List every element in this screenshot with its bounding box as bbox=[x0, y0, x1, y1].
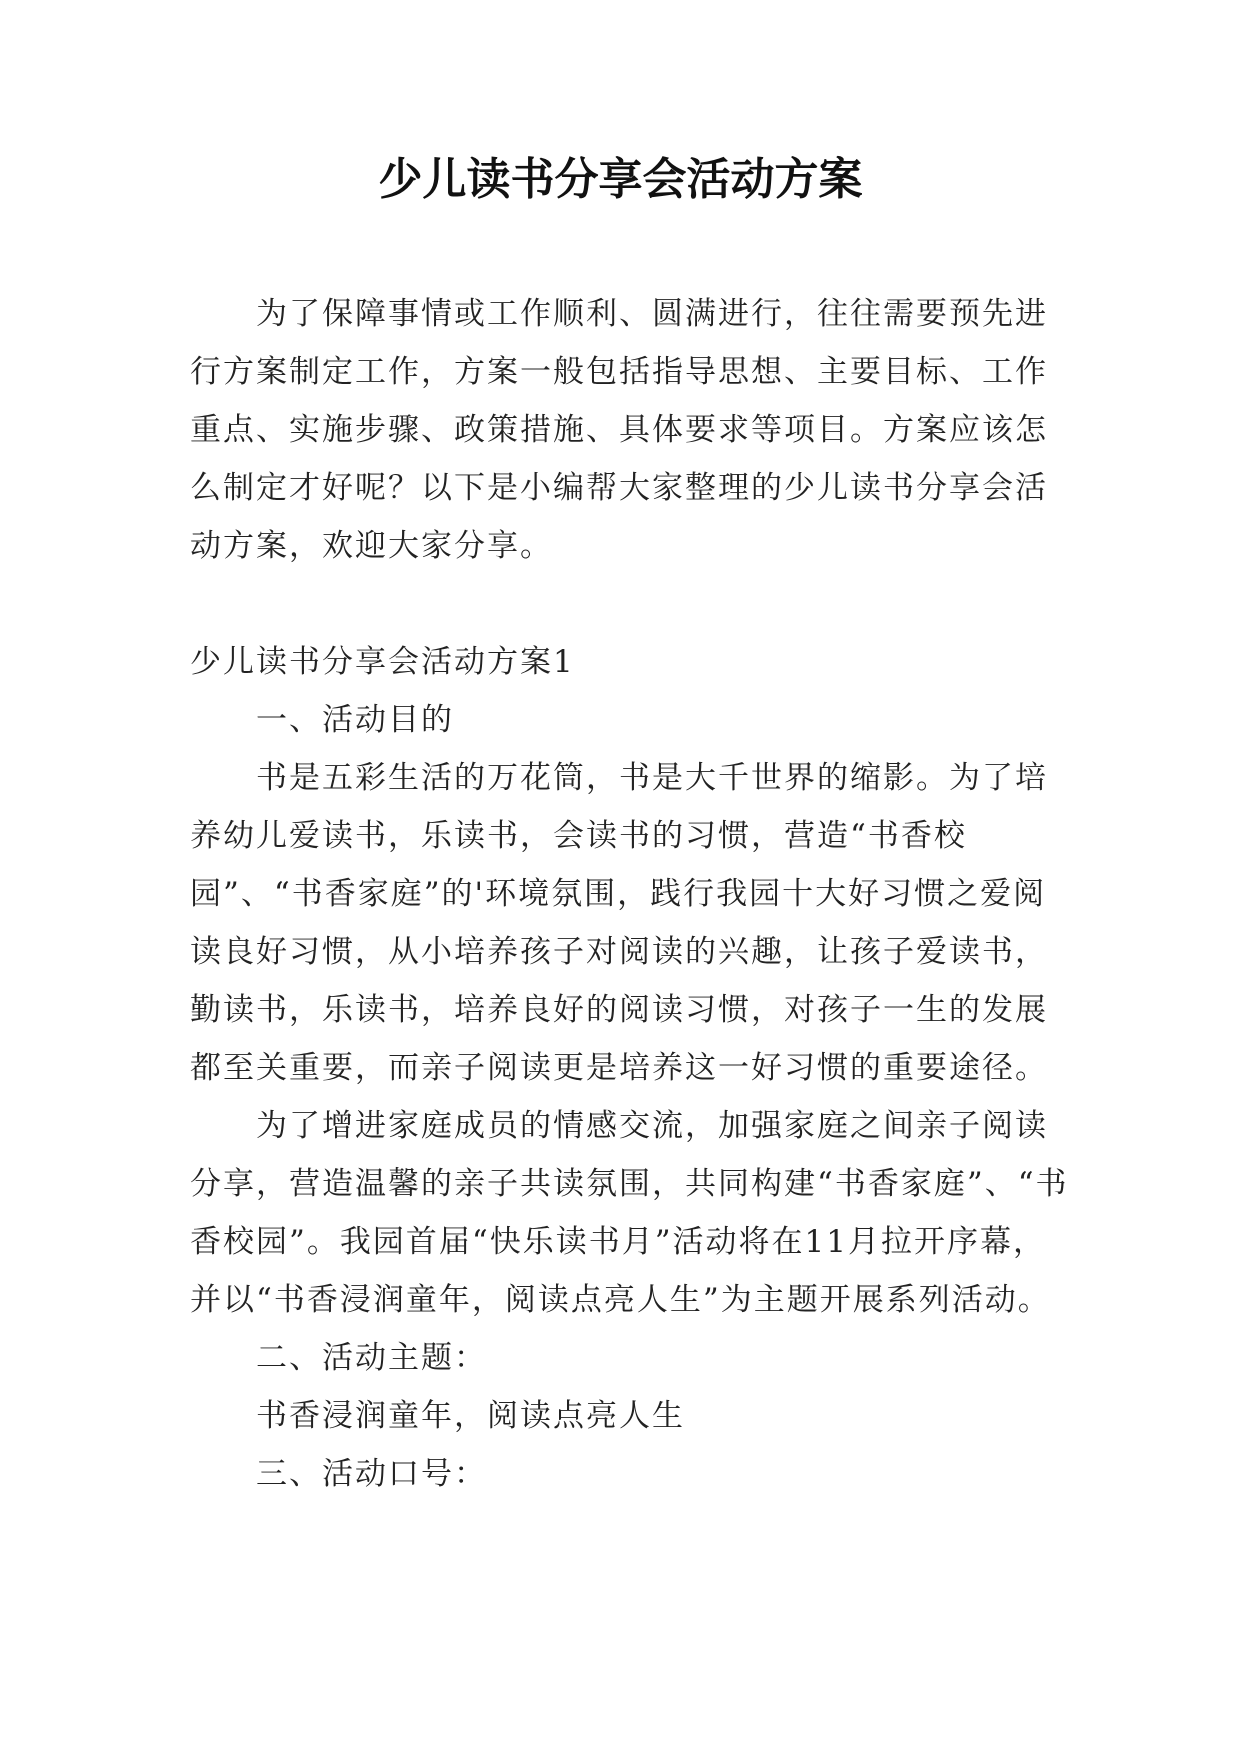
part2-text: 书香浸润童年，阅读点亮人生 bbox=[256, 1398, 685, 1434]
part1-heading: 一、活动目的 bbox=[256, 702, 454, 738]
part1-paragraph-2: 为了增进家庭成员的情感交流，加强家庭之间亲子阅读分享，营造温馨的亲子共读氛围，共同构建“书香家庭”、“书香校园”。我园首届“快乐读书月”活动将在11月拉开序幕，并以“书香浸润童年，阅读点亮人生”为主题开展系列活动。 bbox=[190, 1108, 1069, 1318]
document-title: 少儿读书分享会活动方案 bbox=[378, 154, 863, 205]
part2-heading: 二、活动主题： bbox=[256, 1340, 487, 1376]
intro-paragraph: 为了保障事情或工作顺利、圆满进行，往往需要预先进行方案制定工作，方案一般包括指导思想、主要目标、工作重点、实施步骤、政策措施、具体要求等项目。方案应该怎么制定才好呢？以下是小编帮大家整理的少儿读书分享会活动方案，欢迎大家分享。 bbox=[190, 296, 1048, 564]
part1-paragraph-1: 书是五彩生活的万花筒，书是大千世界的缩影。为了培养幼儿爱读书，乐读书，会读书的习惯，营造“书香校园”、“书香家庭”的'环境氛围，践行我园十大好习惯之爱阅读良好习惯，从小培养孩子对阅读的兴趣，让孩子爱读书，勤读书，乐读书，培养良好的阅读习惯，对孩子一生的发展都至关重要，而亲子阅读更是培养这一好习惯的重要途径。 bbox=[190, 760, 1048, 1086]
part3-heading: 三、活动口号： bbox=[256, 1456, 487, 1492]
document-body bbox=[190, 285, 1070, 1503]
section-heading: 少儿读书分享会活动方案1 bbox=[190, 644, 575, 680]
spacer bbox=[190, 575, 1070, 633]
